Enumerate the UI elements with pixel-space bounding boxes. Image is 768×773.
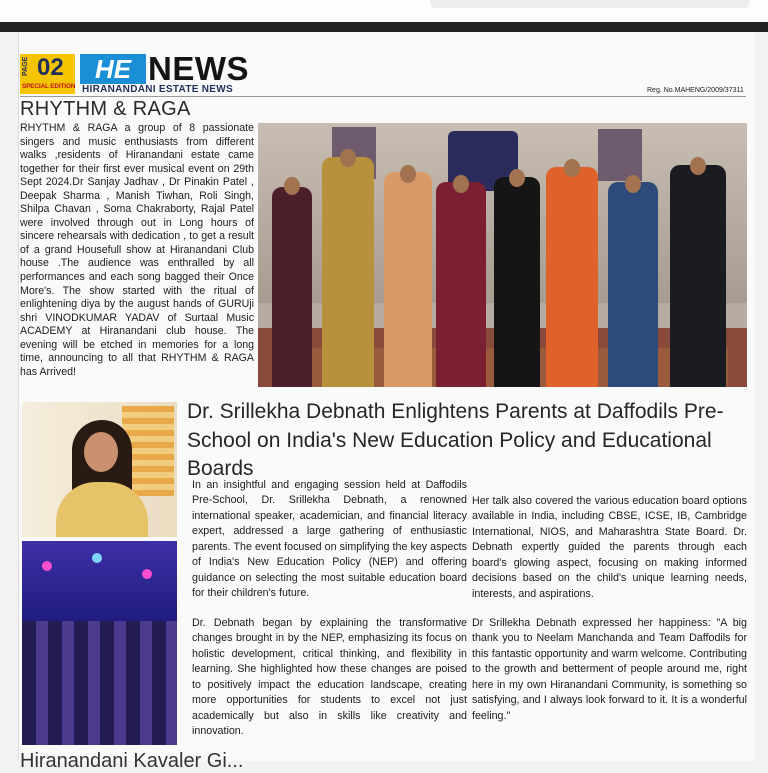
next-article-heading-cut: Hiranandani Kavaler Gi... — [20, 750, 244, 772]
news-logo-text: NEWS — [148, 50, 249, 87]
page-number: 02 — [37, 54, 64, 81]
special-edition-label: SPECIAL EDITION — [22, 83, 76, 90]
person — [608, 182, 658, 387]
person — [494, 177, 540, 387]
person — [670, 165, 726, 387]
person-head — [625, 175, 641, 193]
viewer-top-bar — [0, 0, 768, 32]
article2-paragraph-2: Dr. Debnath began by explaining the transformative changes brought in by the NEP, emphasizing its focus on holistic development, critical thinking, and flexibility in learning. She highlighted how these changes are poised to positively impact the education landscape, creating more opportunities for students to excel not just academically but also in skills like creativity and innovation. — [192, 617, 467, 738]
person — [436, 182, 486, 387]
person-head — [509, 169, 525, 187]
person — [272, 187, 312, 387]
audience-crowd — [22, 621, 177, 745]
person — [546, 167, 598, 387]
viewer-tab-pill[interactable] — [430, 0, 750, 8]
person-head — [400, 165, 416, 183]
article2-paragraph-4: Dr Srillekha Debnath expressed her happiness: "A big thank you to Neelam Manchanda and Team Daffodils for this fantastic opportunity and warm welcome. Contributing to the growth and betterment of people around me, right here in my own Hiranandani Community, is something so satisfying, and I always look forward to it. It is a wonderful feeling." — [472, 617, 747, 722]
page-label: PAGE — [22, 56, 29, 76]
stage-light — [42, 561, 52, 571]
stage-light — [142, 569, 152, 579]
person-head — [453, 175, 469, 193]
article1-title: RHYTHM & RAGA — [20, 98, 191, 120]
article2-paragraph-3: Her talk also covered the various education board options available in India, including CBSE, ICSE, IB, Cambridge International, NIOS, and Maharashtra State Board. Dr. Debnath expertly guided the parents through each board's glowing aspect, focusing on making informed decisions based on the child's unique learning needs, interests, and aspirations. — [472, 495, 747, 600]
person — [384, 172, 432, 387]
article1-body: RHYTHM & RAGA a group of 8 passionate singers and music enthusiasts from different walks ,residents of Hiranandani estate came together for their first ever musical event on 29th Sept 2024.Dr Sanjay Jadhav , Dr Pinakin Patel , Deepak Sharma , Manish Tiwhan, Roli Singh, Shilpa Chavan , Soma Chakraborty, Rajal Patel were involved through out in Long hours of sincere rehearsals with dedication , to get a result of a grand Housefull show at Hiranandani Club house .The audience was enthralled by all performances and each song bagged their Once More's. The show started with the ritual of enlightening diya by the august hands of GURUji shri VINODKUMAR YADAV of Surtaal Music ACADEMY at Hiranandani club house. The evening will be etched in memories for a long time, announcing to all that RHYTHM & RAGA has Arrived! — [20, 122, 254, 378]
he-logo: HE — [80, 54, 146, 84]
article2-paragraph-1: In an insightful and engaging session held at Daffodils Pre-School, Dr. Srillekha Debnath, a renowned international speaker, academician, and financial literacy expert, addressed a large gathering of enthusiastic parents. The event focused on simplifying the key aspects of India's New Education Policy (NEP) and offering guidance on selecting the most suitable education board for their children's future. — [192, 479, 467, 600]
stage-light — [92, 553, 102, 563]
wall-poster — [598, 129, 642, 181]
person — [322, 157, 374, 387]
registration-number: Reg. No.MAHENG/2009/37311 — [647, 87, 744, 94]
audience-photo — [22, 541, 177, 745]
page-badge — [20, 54, 75, 94]
portrait-face — [84, 432, 118, 472]
header-divider — [20, 96, 746, 97]
group-photo — [258, 123, 747, 387]
article2-title: Dr. Srillekha Debnath Enlightens Parents at Daffodils Pre-School on India's New Education Policy and Educational Boards — [187, 400, 724, 480]
speaker-portrait — [22, 402, 177, 537]
person-head — [564, 159, 580, 177]
person-head — [690, 157, 706, 175]
person-head — [340, 149, 356, 167]
person-head — [284, 177, 300, 195]
logo-subtitle: HIRANANDANI ESTATE NEWS — [82, 84, 233, 95]
